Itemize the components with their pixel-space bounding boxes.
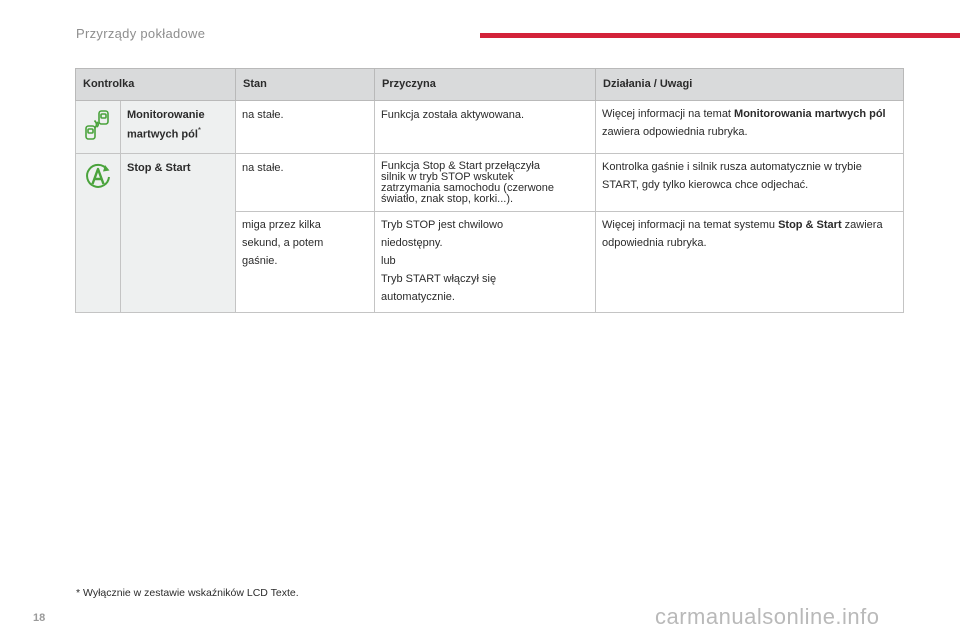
cause-line: lub	[381, 255, 396, 267]
indicator-name-line: Monitorowanie	[127, 109, 205, 121]
state-line: miga przez kilka	[242, 219, 321, 231]
action-cell: Kontrolka gaśnie i silnik rusza automatycznie w trybie START, gdy tylko kierowca chce odjechać.	[596, 154, 904, 212]
cause-line: światło, znak stop, korki...).	[381, 193, 514, 205]
cause-line: silnik w tryb STOP wskutek	[381, 171, 514, 183]
cause-line: automatycznie.	[381, 291, 455, 303]
footnote: * Wyłącznie w zestawie wskaźników LCD Texte.	[76, 587, 299, 599]
cause-line: Funkcja Stop & Start przełączyła	[381, 160, 540, 172]
state-cell: na stałe.	[236, 154, 375, 212]
icon-cell	[76, 101, 121, 154]
action-bold-text: Stop & Start	[778, 219, 842, 231]
indicator-name-blind-spot	[121, 101, 236, 154]
state-cell	[236, 212, 375, 313]
action-text: zawiera odpowiednia rubryka.	[602, 126, 748, 138]
page-number: 18	[33, 612, 46, 624]
action-bold-text: Monitorowania martwych pól	[734, 108, 886, 120]
cause-line: Tryb STOP jest chwilowo	[381, 219, 504, 231]
cause-line: Tryb START włączył się	[381, 273, 497, 285]
header-accent-bar	[480, 33, 960, 38]
cause-cell	[375, 212, 596, 313]
state-line: sekund, a potem	[242, 237, 324, 249]
action-text: Więcej informacji na temat systemu	[602, 219, 779, 231]
cause-line: niedostępny.	[381, 237, 443, 249]
footnote-marker: *	[197, 126, 202, 135]
column-header-stan: Stan	[236, 69, 375, 101]
blind-spot-monitor-icon	[83, 108, 113, 142]
column-header-przyczyna: Przyczyna	[375, 69, 596, 101]
indicator-name-line: martwych pól	[127, 128, 198, 141]
table-row	[76, 154, 904, 212]
column-header-dzialania: Działania / Uwagi	[596, 69, 904, 101]
action-cell	[596, 101, 904, 154]
state-line: gaśnie.	[242, 255, 278, 267]
icon-cell	[76, 154, 121, 313]
cause-line: zatrzymania samochodu (czerwone	[381, 182, 555, 194]
state-cell: na stałe.	[236, 101, 375, 154]
cause-cell: Funkcja została aktywowana.	[375, 101, 596, 154]
cause-cell	[375, 154, 596, 212]
indicator-name-stop-start: Stop & Start	[121, 154, 236, 313]
watermark: carmanualsonline.info	[655, 604, 880, 629]
stop-start-icon	[83, 163, 113, 191]
action-cell	[596, 212, 904, 313]
action-text: zawiera odpowiednia rubryka.	[602, 219, 883, 249]
table-header-row	[76, 69, 904, 101]
table-row	[76, 101, 904, 154]
warning-lights-table	[75, 68, 904, 313]
column-header-kontrolka: Kontrolka	[76, 69, 236, 101]
section-title: Przyrządy pokładowe	[76, 26, 206, 41]
action-text: Więcej informacji na temat	[602, 108, 735, 120]
